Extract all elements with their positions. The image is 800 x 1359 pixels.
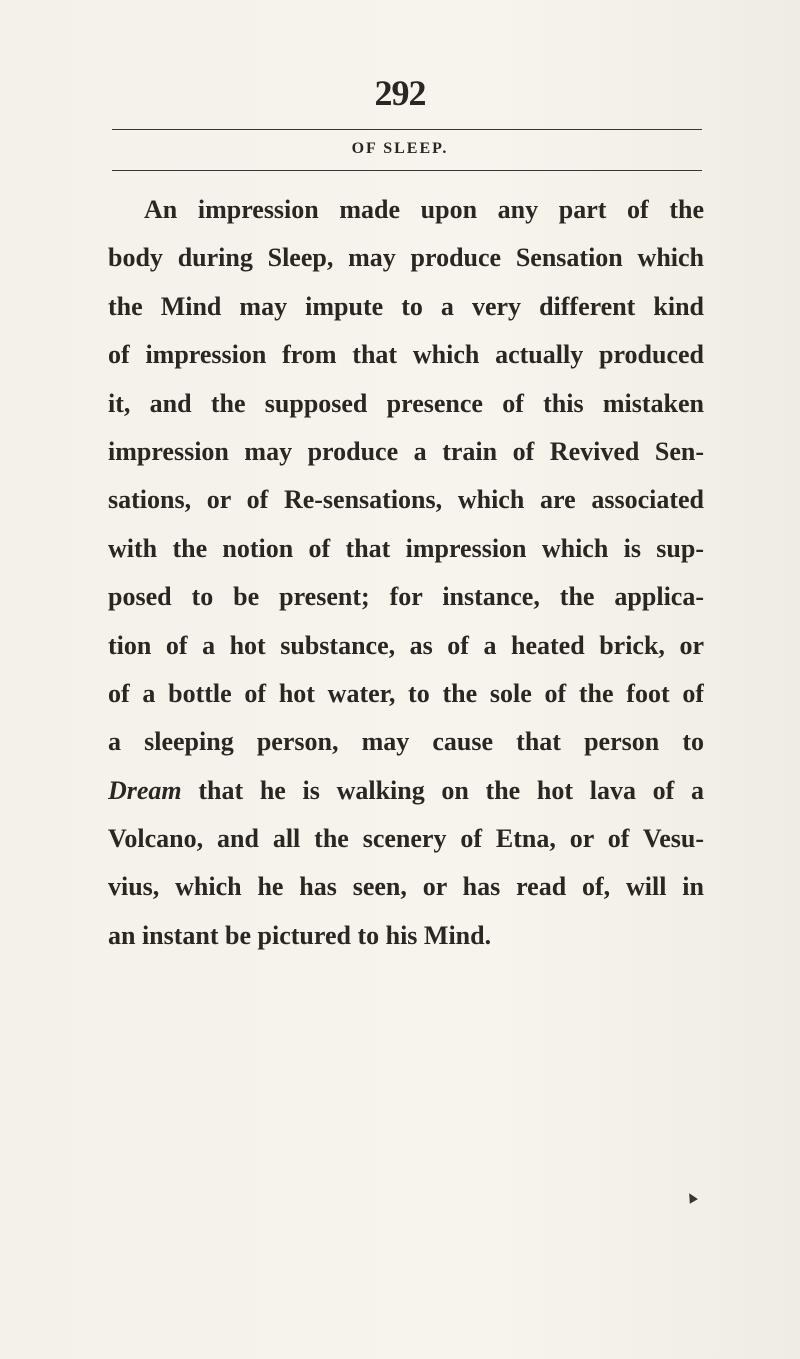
page-number: 292	[374, 73, 426, 113]
text-line: Dream that he is walking on the hot lava of a	[108, 775, 704, 805]
text-line: the Mind may impute to a very different kind	[108, 291, 704, 321]
text-line: posed to be present; for instance, the applica-	[108, 582, 704, 612]
text-line: body during Sleep, may produce Sensation which	[108, 243, 704, 273]
ink-mark-icon: ▲	[680, 1186, 703, 1209]
text-line: of a bottle of hot water, to the sole of the foot of	[108, 678, 704, 708]
header-rule-top	[112, 129, 702, 130]
text-line: tion of a hot substance, as of a heated brick, or	[108, 630, 704, 660]
text-line: it, and the supposed presence of this mistaken	[108, 388, 704, 418]
text-line: Volcano, and all the scenery of Etna, or of Vesu-	[108, 824, 704, 854]
text-line: vius, which he has seen, or has read of, will in	[108, 872, 704, 902]
text-line: with the notion of that impression which is sup-	[108, 533, 704, 563]
emphasis-word: Dream	[108, 775, 182, 805]
text-line: of impression from that which actually produced	[108, 340, 704, 370]
text-line: sations, or of Re-sensations, which are associated	[108, 485, 704, 515]
text-line: a sleeping person, may cause that person to	[108, 727, 704, 757]
running-head: OF SLEEP.	[351, 140, 449, 157]
text-line: impression may produce a train of Revived Sen-	[108, 436, 704, 466]
text-line: An impression made upon any part of the	[144, 195, 704, 224]
body-paragraph	[108, 186, 704, 960]
text-line: an instant be pictured to his Mind.	[108, 920, 492, 950]
header-rule-bottom	[112, 170, 702, 171]
